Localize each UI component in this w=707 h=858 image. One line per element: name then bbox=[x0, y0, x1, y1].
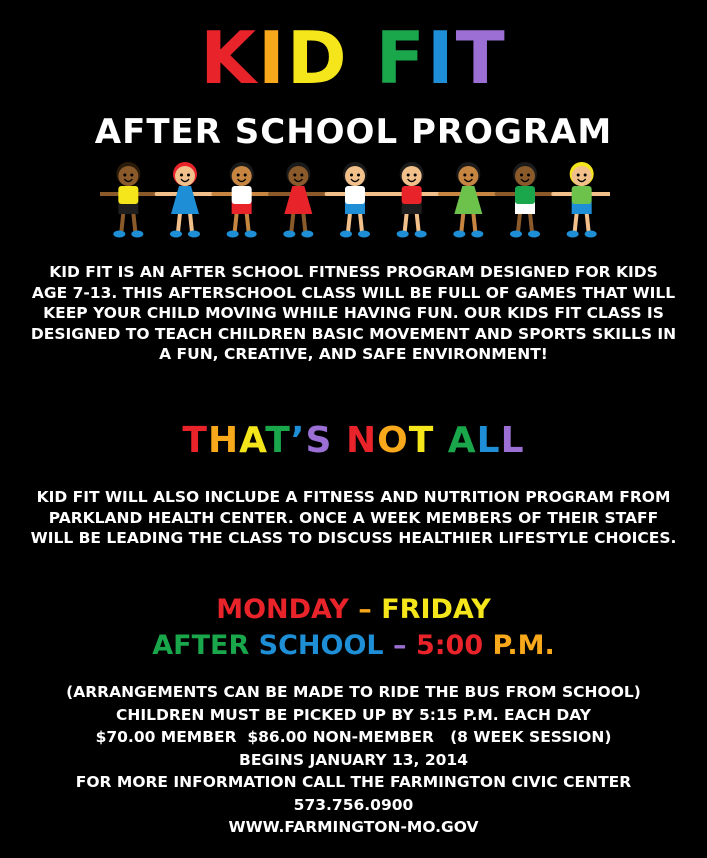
kid-shirt bbox=[402, 186, 422, 204]
kid-leg bbox=[360, 213, 362, 232]
heading-letter: L bbox=[500, 420, 525, 461]
kid-leg bbox=[473, 213, 475, 232]
heading-letter: ’ bbox=[290, 420, 306, 461]
kid-eye bbox=[520, 174, 523, 177]
title-letter: K bbox=[200, 16, 259, 100]
kid-leg bbox=[121, 213, 123, 232]
kid-eye bbox=[180, 174, 183, 177]
kid-leg bbox=[291, 213, 293, 232]
time-segment: SCHOOL bbox=[258, 630, 394, 661]
kid-head bbox=[232, 166, 252, 186]
thats-not-all-heading bbox=[0, 420, 707, 461]
info-line: 573.756.0900 bbox=[293, 795, 414, 814]
time-segment: P.M. bbox=[492, 630, 555, 661]
kid-head bbox=[515, 166, 535, 186]
kid-shoe bbox=[415, 231, 427, 238]
kid-shoe bbox=[283, 231, 295, 238]
kid-shirt bbox=[232, 186, 252, 204]
kid-leg bbox=[190, 213, 192, 232]
kid-shirt bbox=[515, 186, 535, 204]
info-line: $70.00 MEMBER $86.00 NON-MEMBER (8 WEEK SESSION) bbox=[95, 728, 612, 746]
info-line: CHILDREN MUST BE PICKED UP BY 5:15 P.M. EACH DAY bbox=[116, 705, 591, 724]
kid-eye bbox=[187, 174, 190, 177]
kid-leg bbox=[348, 213, 350, 232]
kid-leg bbox=[461, 213, 463, 232]
kid-shoe bbox=[301, 231, 313, 238]
nutrition-paragraph: KID FIT WILL ALSO INCLUDE A FITNESS AND NUTRITION PROGRAM FROM PARKLAND HEALTH CENTER. ONCE A WEEK MEMBERS OF THEIR STAFF WILL BE LEADING THE CLASS TO DISCUSS HEALTHIER LIFESTYLE CHOICES. bbox=[30, 488, 677, 547]
kid-shoe bbox=[227, 231, 239, 238]
heading-letter: T bbox=[182, 420, 208, 461]
kid-leg bbox=[247, 213, 249, 232]
kid-dress bbox=[284, 186, 312, 214]
kid-leg bbox=[133, 213, 135, 232]
days-segment: – bbox=[348, 594, 382, 625]
title-letter: T bbox=[455, 16, 507, 100]
kid-head bbox=[175, 166, 195, 186]
intro-paragraph: KID FIT IS AN AFTER SCHOOL FITNESS PROGRAM DESIGNED FOR KIDS AGE 7-13. THIS AFTERSCHOOL CLASS WILL BE FULL OF GAMES THAT WILL KEEP YOUR CHILD MOVING WHILE HAVING FUN. OUR KIDS FIT CLASS IS DESIGNED TO TEACH CHILDREN BASIC MOVEMENT AND SPORTS SKILLS IN A FUN, CREATIVE, AND SAFE ENVIRONMENT! bbox=[30, 263, 677, 363]
heading-letter: S bbox=[305, 420, 333, 461]
kid-shirt bbox=[118, 186, 138, 204]
heading-letter: A bbox=[239, 420, 266, 461]
kid-leg bbox=[178, 213, 180, 232]
kid-eye bbox=[123, 174, 126, 177]
kid-dress bbox=[454, 186, 482, 214]
kid-head bbox=[345, 166, 365, 186]
kid-head bbox=[572, 166, 592, 186]
info-line: (ARRANGEMENTS CAN BE MADE TO RIDE THE BUS FROM SCHOOL) bbox=[66, 683, 641, 701]
kid-shoe bbox=[131, 231, 143, 238]
kid-eye bbox=[300, 174, 303, 177]
kid-leg bbox=[235, 213, 237, 232]
kid-eye bbox=[584, 174, 587, 177]
heading-letter: O bbox=[377, 420, 409, 461]
flyer-subtitle: AFTER SCHOOL PROGRAM bbox=[94, 112, 613, 152]
kid-head bbox=[288, 166, 308, 186]
kid-leg bbox=[417, 213, 419, 232]
kid-figure bbox=[383, 162, 440, 238]
kid-head bbox=[402, 166, 422, 186]
kid-eye bbox=[470, 174, 473, 177]
kid-figure bbox=[157, 162, 214, 238]
title-letter bbox=[349, 16, 376, 100]
kid-shoe bbox=[188, 231, 200, 238]
heading-letter: A bbox=[447, 420, 477, 461]
heading-letter: N bbox=[345, 420, 378, 461]
kid-shoe bbox=[453, 231, 465, 238]
time-segment: AFTER bbox=[152, 630, 259, 661]
heading-letter bbox=[434, 420, 448, 461]
kid-eye bbox=[357, 174, 360, 177]
kid-eye bbox=[130, 174, 133, 177]
time-segment: 5:00 bbox=[415, 630, 493, 661]
kid-leg bbox=[405, 213, 407, 232]
heading-letter: L bbox=[476, 420, 501, 461]
title-letter: F bbox=[375, 16, 427, 100]
kid-eye bbox=[577, 174, 580, 177]
days-segment: FRIDAY bbox=[381, 594, 491, 625]
kid-eye bbox=[414, 174, 417, 177]
kid-eye bbox=[244, 174, 247, 177]
children-holding-hands-icon bbox=[100, 158, 610, 240]
title-letter: I bbox=[258, 16, 287, 100]
kid-shoe bbox=[245, 231, 257, 238]
heading-letter: T bbox=[265, 420, 291, 461]
title-letter: D bbox=[286, 16, 349, 100]
heading-letter bbox=[332, 420, 346, 461]
kid-shoe bbox=[471, 231, 483, 238]
kid-dress bbox=[171, 186, 199, 214]
kid-shoe bbox=[170, 231, 182, 238]
kid-figure bbox=[440, 162, 497, 238]
flyer-title bbox=[0, 16, 707, 100]
info-line: FOR MORE INFORMATION CALL THE FARMINGTON CIVIC CENTER bbox=[75, 773, 632, 791]
info-line: BEGINS JANUARY 13, 2014 bbox=[239, 750, 468, 769]
kid-eye bbox=[350, 174, 353, 177]
details-block bbox=[20, 681, 687, 839]
heading-letter: H bbox=[207, 420, 240, 461]
kid-eye bbox=[293, 174, 296, 177]
kid-figure bbox=[213, 162, 270, 238]
kid-shoe bbox=[397, 231, 409, 238]
kid-head bbox=[458, 166, 478, 186]
kid-figure bbox=[553, 162, 610, 238]
kid-shoe bbox=[340, 231, 352, 238]
kid-shirt bbox=[572, 186, 592, 204]
kid-figure bbox=[100, 162, 157, 238]
kid-figure bbox=[270, 162, 327, 238]
kid-eye bbox=[527, 174, 530, 177]
kid-shoe bbox=[585, 231, 597, 238]
kid-shoe bbox=[567, 231, 579, 238]
time-segment: – bbox=[393, 630, 416, 661]
kid-eye bbox=[237, 174, 240, 177]
kid-shoe bbox=[528, 231, 540, 238]
info-line: WWW.FARMINGTON-MO.GOV bbox=[228, 818, 479, 836]
kid-eye bbox=[463, 174, 466, 177]
kid-leg bbox=[303, 213, 305, 232]
schedule-days bbox=[0, 594, 707, 625]
kid-shoe bbox=[358, 231, 370, 238]
kid-head bbox=[118, 166, 138, 186]
days-segment: MONDAY bbox=[216, 594, 349, 625]
kid-leg bbox=[575, 213, 577, 232]
kid-figure bbox=[497, 162, 554, 238]
kid-shoe bbox=[113, 231, 125, 238]
kid-eye bbox=[407, 174, 410, 177]
schedule-time bbox=[0, 630, 707, 661]
kid-shoe bbox=[510, 231, 522, 238]
kid-leg bbox=[587, 213, 589, 232]
title-letter: I bbox=[426, 16, 456, 100]
heading-letter: T bbox=[408, 420, 435, 461]
kid-figure bbox=[327, 162, 384, 238]
kid-leg bbox=[530, 213, 532, 232]
kid-shirt bbox=[345, 186, 365, 204]
kid-leg bbox=[518, 213, 520, 232]
